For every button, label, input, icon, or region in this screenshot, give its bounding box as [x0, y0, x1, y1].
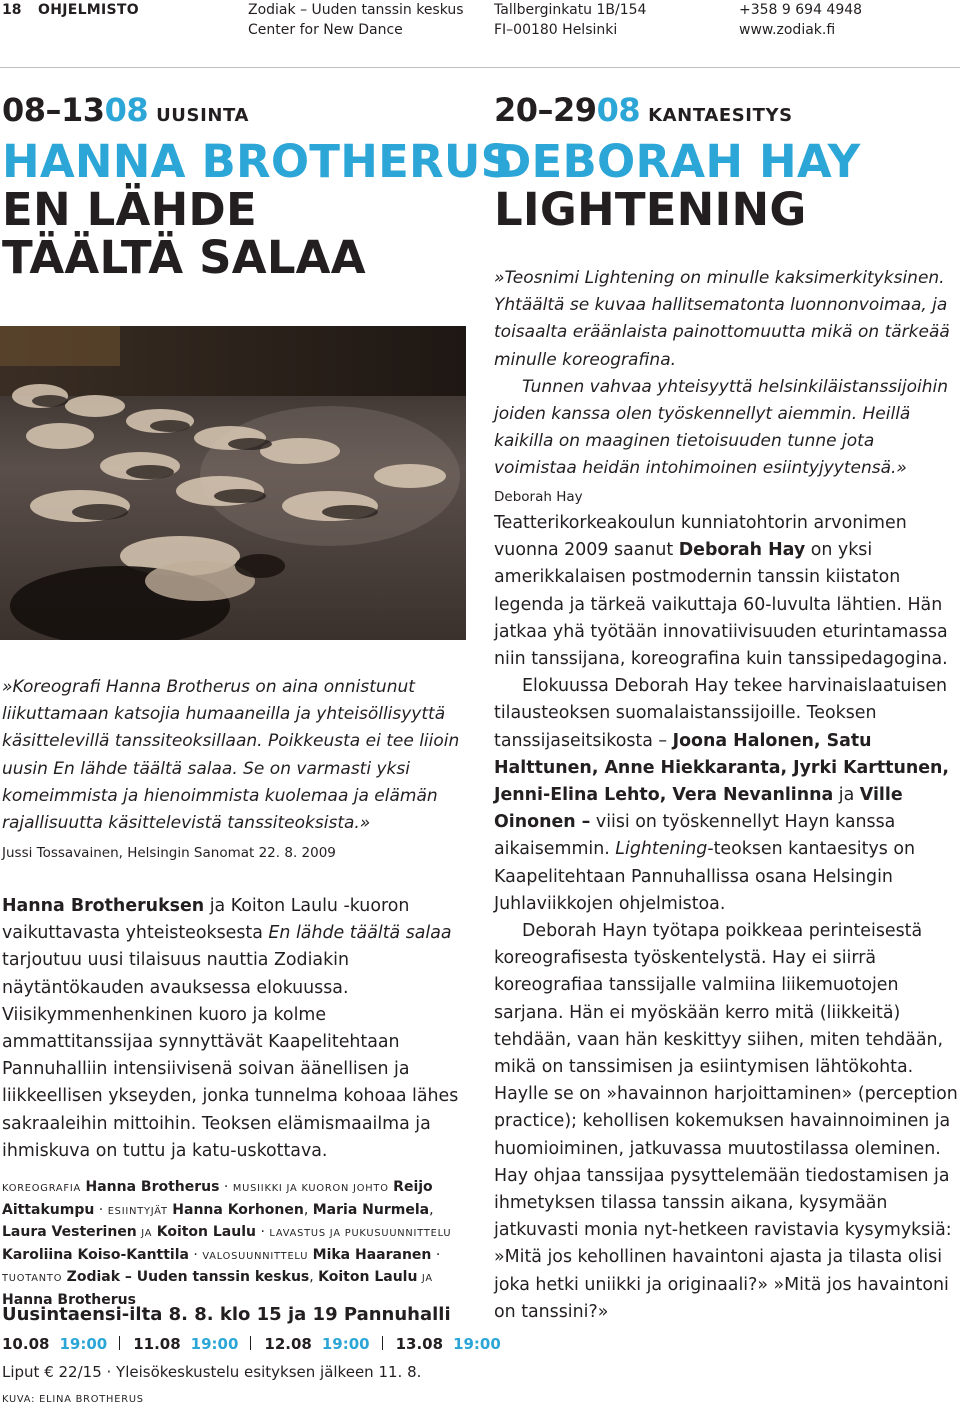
credit-producer: Koiton Laulu	[318, 1269, 418, 1285]
credit-performer: Laura Vesterinen	[2, 1224, 137, 1240]
right-quote-paragraph	[494, 374, 958, 511]
credit-performer: Maria Nurmela	[312, 1201, 430, 1218]
left-body-paragraph	[2, 893, 464, 1165]
credit-label: LAVASTUS JA PUKUSUUNNITTELU	[269, 1228, 452, 1239]
show-date-item	[396, 1333, 501, 1355]
show-separator	[382, 1336, 383, 1350]
show-separator	[250, 1336, 251, 1350]
right-quote-attribution: Deborah Hay	[494, 488, 583, 505]
left-date-line	[2, 92, 249, 134]
website-link[interactable]: www.zodiak.fi	[739, 22, 836, 38]
credits-block: KOREOGRAFIA Hanna Brotherus · MUSIIKKI JA KUORON JOHTO Reijo Aittakumpu · ESIINTYJÄT Hanna Korhonen, Maria Nurmela, Laura Vesterinen JA Koiton Laulu · LAVASTUS JA PUKUSUUNNITTELU Karoliina Koiso-Kanttila · VALOSUUNNITTELU Mika Haaranen · TUOTANTO Zodiak – Uuden tanssin keskus, Koiton Laulu JA Hanna Brotherus	[2, 1179, 452, 1308]
right-body-text-run: on yksi amerikkalaisen postmodernin tanssin kiistaton legenda ja tärkeä vaikuttaja 60-luvulta lähtien. Hän jatkaa yhä työtään innovatiivisuuden eturintamassa niin tanssijana, koreografina kuin tanssipedagogina.	[494, 540, 948, 670]
credit-label: ESIINTYJÄT	[107, 1205, 168, 1217]
postal-address: FI–00180 Helsinki	[494, 22, 618, 38]
left-review-quote: »Koreografi Hanna Brotherus on aina onnistunut liikuttamaan katsojia humaaneilla ja yhteisöllisyyttä käsittelevillä tanssiteoksillaan. Poikkeusta ei tee liioin uusin En lähde täältä salaa. Se on varmasti yksi komeimmista ja hienoimmista kuolemaa ja elämän rajallisuutta käsittelevistä tanssiteoksista.»	[2, 677, 460, 834]
left-date-tag: UUSINTA	[156, 105, 250, 126]
left-body-work-title: En lähde täältä salaa	[268, 923, 452, 944]
right-body-paragraph	[494, 673, 958, 918]
left-title-line1: EN LÄHDE	[2, 183, 257, 236]
street-address: Tallberginkatu 1B/154	[494, 2, 647, 18]
right-quote-text: Tunnen vahvaa yhteisyyttä helsinkiläistanssijoihin joiden kanssa olen työskennellyt aiemmin. Heillä kaikilla on maaginen tietoisuuden tunne jota voimistaa heidän intohimoinen esiintyjyytensä.»	[494, 376, 949, 479]
venue-name: Zodiak – Uuden tanssin keskus	[248, 2, 464, 18]
right-date-tag: KANTAESITYS	[648, 105, 793, 126]
right-body-paragraph: Deborah Hayn työtapa poikkeaa perinteisestä koreografisesta työskentelystä. Hay ei siirrä koreografiaa tanssijalle valmiina liikemuotojen sarjana. Hän ei myöskään kerro mitä (liikkeitä) tehdään, vaan hän keskittyy siihen, miten tehdään, mikä on tanssimisen ja esiintymisen lähtökohta. Haylle se on »havainnon harjoittaminen» (perception practice); kehollisen kokemuksen havainnoiminen ja huomioiminen, jatkuvassa muutostilassa oleminen. Hay ohjaa tanssijaa pysyttelemään tiedostamisen ja ihmetyksen tilassa tanssin aikana, kysymään jatkuvasti monia nyt-hetkeen ravistavia kysymyksiä: »Mitä jos kehollinen havaintoni ajasta ja tilasta olisi joka hetki uniikki ja originaali?» »Mitä jos havaintoni on tanssini?»	[494, 921, 958, 1322]
left-body-part1: ja Koiton Laulu -kuoron vaikuttavasta yhteisteoksesta	[2, 896, 410, 944]
right-body-text-run: Elokuussa Deborah Hay tekee harvinaislaatuisen tilausteoksen suomalaistanssijoille. Teoksen tanssijaseitsikosta –	[494, 676, 948, 751]
contact-info	[739, 0, 862, 40]
phone-number: +358 9 694 4948	[739, 2, 863, 18]
right-work-title: Lightening	[615, 839, 708, 860]
header-divider	[0, 67, 960, 68]
left-artist: HANNA BROTHERUS	[2, 135, 514, 188]
right-dancer-names: Joona Halonen, Satu Halttunen, Anne Hiekkaranta, Jyrki Karttunen, Jenni-Elina Lehto, Vera Nevanlinna	[494, 730, 950, 806]
right-body-text-run: Teatterikorkeakoulun kunniatohtorin arvonimen vuonna 2009 saanut	[494, 513, 907, 561]
left-body-text	[2, 893, 464, 1165]
performance-photo	[0, 326, 466, 640]
right-body-text-run: viisi on työskennellyt Hayn kanssa aikaisemmin.	[494, 812, 896, 860]
right-title-block	[494, 135, 861, 236]
show-date: 11.08	[133, 1335, 181, 1353]
show-date-item	[133, 1333, 238, 1355]
left-body-lead: Hanna Brotheruksen	[2, 896, 205, 916]
credit-performer: Hanna Korhonen	[172, 1201, 304, 1218]
right-body-text	[494, 510, 958, 1326]
left-date-range: 08–13	[2, 91, 105, 129]
credit-producer: Zodiak – Uuden tanssin keskus	[66, 1269, 310, 1285]
venue-subtitle: Center for New Dance	[248, 22, 403, 38]
credit-set-design: Karoliina Koiso-Kanttila	[2, 1246, 189, 1263]
show-date-item	[264, 1333, 369, 1355]
show-separator	[119, 1336, 120, 1350]
credit-label: KOREOGRAFIA	[2, 1183, 82, 1194]
section-title: OHJELMISTO	[38, 2, 139, 18]
show-date-item	[2, 1333, 107, 1355]
credit-label: VALOSUUNNITTELU	[202, 1250, 309, 1262]
show-time: 19:00	[453, 1335, 501, 1353]
right-title: LIGHTENING	[494, 183, 807, 236]
show-time: 19:00	[321, 1335, 370, 1353]
right-artist-name: Deborah Hay	[678, 540, 806, 561]
credit-lighting: Mika Haaranen	[312, 1246, 432, 1263]
right-body-paragraph	[494, 510, 958, 673]
right-artist: DEBORAH HAY	[494, 135, 861, 188]
right-artist-quote	[494, 265, 958, 511]
photo-credit: KUVA: ELINA BROTHERUS	[2, 1394, 144, 1405]
show-time: 19:00	[190, 1335, 239, 1353]
right-dancer-last: Ville Oinonen –	[494, 785, 903, 833]
address-info	[494, 0, 646, 40]
credit-music: Reijo Aittakumpu	[2, 1179, 433, 1218]
right-date-range: 20–29	[494, 91, 597, 129]
right-quote-paragraph: »Teosnimi Lightening on minulle kaksimerkityksinen. Yhtäältä se kuvaa hallitsematonta luonnonvoimaa, ja toisaalta eräänlaista painottomuutta mikä on tärkeää minulle koreografina.	[494, 268, 950, 370]
left-quote-attribution: Jussi Tossavainen, Helsingin Sanomat 22. 8. 2009	[2, 845, 336, 861]
credit-conjunction: JA	[141, 1228, 153, 1239]
credit-label: TUOTANTO	[2, 1273, 63, 1284]
right-body-text-run: ja	[833, 785, 860, 806]
left-title-line2: TÄÄLTÄ SALAA	[2, 231, 366, 284]
show-date: 13.08	[395, 1335, 444, 1353]
show-date: 12.08	[264, 1335, 312, 1353]
show-time: 19:00	[59, 1335, 108, 1353]
left-date-month: 08	[104, 91, 149, 129]
credit-producer: Hanna Brotherus	[2, 1291, 136, 1308]
page-header	[0, 0, 960, 46]
credit-conjunction: JA	[421, 1273, 433, 1284]
page-number: 18	[2, 2, 22, 18]
ticket-info: Liput € 22/15 · Yleisökeskustelu esityksen jälkeen 11. 8.	[2, 1363, 422, 1381]
show-dates	[2, 1333, 501, 1355]
credit-label: MUSIIKKI JA KUORON JOHTO	[232, 1183, 389, 1194]
left-title-block	[2, 135, 514, 284]
credit-performer: Koiton Laulu	[156, 1224, 256, 1240]
left-body-part2: tarjoutuu uusi tilaisuus nauttia Zodiakin näytäntökauden avauksessa elokuussa. Viisikymmenhenkinen kuoro ja kolme ammattitanssijaa synnyttävät Kaapelitehtaan Pannuhalliin intensiivisenä soivan äänellisen ja liikkeellisen ykseyden, jonka tunnelma kohoaa lähes sakraaleihin mittoihin. Teoksen elämismaailma ja ihmiskuva on tuttu ja katu-uskottava.	[2, 950, 459, 1161]
right-body-text-run: -teoksen kantaesitys on Kaapelitehtaan Pannuhallissa osana Helsingin Juhlaviikkojen ohjelmistoa.	[494, 839, 915, 914]
right-date-line	[494, 92, 793, 134]
venue-info	[248, 0, 464, 40]
rerun-premiere: Uusintaensi-ilta 8. 8. klo 15 ja 19 Pannuhalli	[2, 1304, 451, 1325]
show-date: 10.08	[2, 1335, 50, 1353]
right-date-month: 08	[596, 91, 641, 129]
credit-choreographer: Hanna Brotherus	[85, 1179, 220, 1195]
